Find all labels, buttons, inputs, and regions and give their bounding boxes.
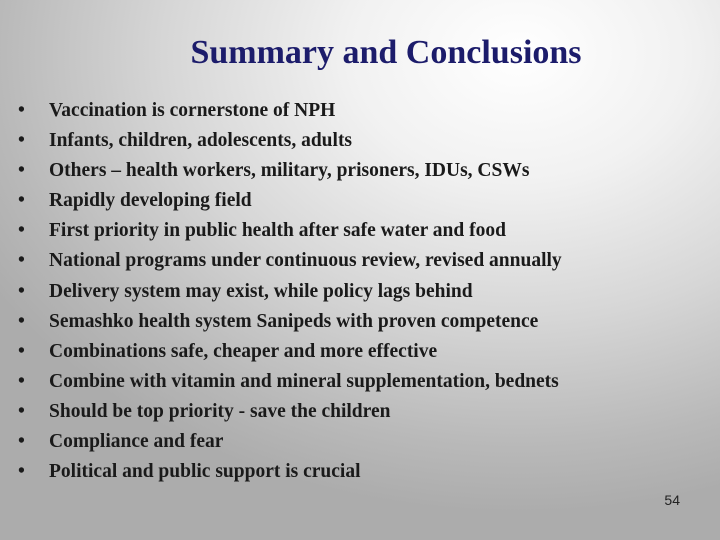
bullet-text: National programs under continuous review, revised annually	[49, 250, 562, 272]
bullet-item	[18, 311, 562, 341]
bullet-text: Others – health workers, military, prisoners, IDUs, CSWs	[49, 160, 530, 182]
bullet-item	[18, 371, 562, 401]
bullet-text: Infants, children, adolescents, adults	[49, 130, 353, 152]
bullet-dot-icon: •	[18, 461, 25, 483]
bullet-text: Compliance and fear	[49, 431, 224, 453]
bullet-text: Should be top priority - save the children	[49, 400, 391, 422]
bullet-item	[18, 341, 562, 371]
bullet-text: Delivery system may exist, while policy lags behind	[49, 280, 473, 302]
bullet-dot-icon: •	[18, 100, 25, 121]
bullet-dot-icon: •	[18, 370, 25, 392]
bullet-dot-icon: •	[18, 250, 25, 272]
bullet-dot-icon: •	[18, 220, 25, 242]
bullet-dot-icon: •	[18, 431, 25, 453]
page-number: 54	[664, 492, 680, 508]
bullet-item	[18, 431, 562, 461]
bullet-item	[18, 461, 562, 491]
bullet-dot-icon: •	[18, 280, 25, 302]
slide-title: Summary and Conclusions	[190, 34, 582, 71]
bullet-text: Rapidly developing field	[49, 190, 252, 212]
bullet-dot-icon: •	[18, 190, 25, 212]
bullet-item	[18, 250, 562, 280]
bullet-dot-icon: •	[18, 130, 25, 152]
bullet-list	[18, 100, 562, 491]
bullet-dot-icon: •	[18, 340, 25, 362]
bullet-item	[18, 100, 562, 130]
bullet-item	[18, 401, 562, 431]
bullet-dot-icon: •	[18, 160, 25, 182]
bullet-dot-icon: •	[18, 400, 25, 422]
bullet-item	[18, 190, 562, 220]
bullet-text: Political and public support is crucial	[49, 461, 361, 483]
bullet-item	[18, 130, 562, 160]
bullet-dot-icon: •	[18, 310, 25, 332]
bullet-item	[18, 281, 562, 311]
bullet-text: Combinations safe, cheaper and more effective	[49, 340, 438, 362]
bullet-item	[18, 220, 562, 250]
bullet-text: Combine with vitamin and mineral supplementation, bednets	[49, 370, 559, 392]
bullet-text: First priority in public health after safe water and food	[49, 220, 506, 242]
bullet-text: Semashko health system Sanipeds with proven competence	[49, 310, 539, 332]
bullet-text: Vaccination is cornerstone of NPH	[49, 100, 336, 121]
bullet-item	[18, 160, 562, 190]
